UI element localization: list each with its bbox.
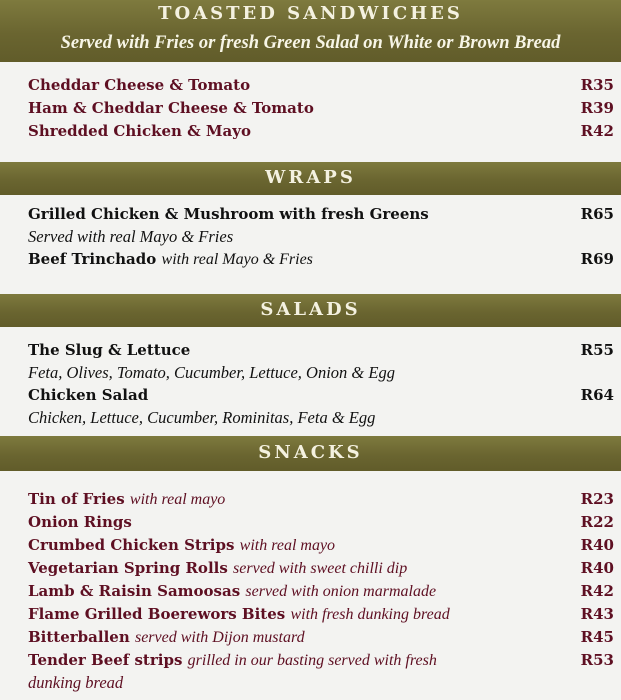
snacks-section: [0, 488, 621, 694]
item-name: Ham & Cheddar Cheese & Tomato: [28, 99, 314, 117]
menu-item: [0, 203, 621, 226]
item-name-wrap: [28, 603, 450, 626]
item-name: Tin of Fries: [28, 490, 125, 508]
wraps-header: [0, 162, 621, 195]
menu-item: [0, 557, 621, 580]
item-name: Chicken Salad: [28, 386, 149, 404]
item-name: Flame Grilled Boerewors Bites: [28, 605, 286, 623]
item-price: R23: [580, 490, 614, 508]
item-name-wrap: [28, 248, 313, 271]
item-name-wrap: [28, 534, 335, 557]
menu-item: [0, 120, 621, 143]
item-name: Beef Trinchado: [28, 250, 157, 268]
item-price: R53: [580, 651, 614, 669]
item-price: R40: [580, 559, 614, 577]
item-price: R64: [580, 386, 614, 404]
item-note: with fresh dunking bread: [290, 606, 450, 623]
item-price: R45: [580, 628, 614, 646]
item-note: served with onion marmalade: [245, 583, 437, 600]
item-name-wrap: [28, 626, 305, 649]
menu-item: [0, 603, 621, 626]
menu-item: [0, 384, 621, 407]
item-name: Bitterballen: [28, 628, 130, 646]
item-note: served with Dijon mustard: [134, 629, 305, 646]
menu-item: [0, 534, 621, 557]
item-name-wrap: [28, 580, 436, 603]
item-price: R42: [580, 582, 614, 600]
item-name: Lamb & Raisin Samoosas: [28, 582, 241, 600]
item-price: R43: [580, 605, 614, 623]
toasted-title: TOASTED SANDWICHES: [158, 3, 463, 24]
item-name-wrap: [28, 557, 407, 580]
wraps-section: [0, 203, 621, 271]
item-price: R69: [580, 250, 614, 268]
item-price: R65: [580, 205, 614, 223]
snacks-header: [0, 436, 621, 471]
menu-item: [0, 626, 621, 649]
item-description: Chicken, Lettuce, Cucumber, Rominitas, Feta & Egg: [28, 408, 376, 427]
item-price: R22: [580, 513, 614, 531]
item-name: Grilled Chicken & Mushroom with fresh Greens: [28, 205, 429, 223]
wraps-title: WRAPS: [265, 167, 356, 188]
salads-section: [0, 339, 621, 429]
item-note: with real mayo: [239, 537, 336, 554]
menu-item: [0, 488, 621, 511]
snacks-title: SNACKS: [258, 442, 363, 463]
toasted-section: [0, 74, 621, 143]
item-name: The Slug & Lettuce: [28, 341, 191, 359]
item-name: Vegetarian Spring Rolls: [28, 559, 228, 577]
item-description: Served with real Mayo & Fries: [28, 227, 234, 246]
menu-item: [0, 580, 621, 603]
item-note: with real mayo: [129, 491, 226, 508]
menu-item: [0, 248, 621, 271]
toasted-header: [0, 0, 621, 62]
salads-title: SALADS: [260, 299, 361, 320]
menu-item: [0, 97, 621, 120]
item-description: Feta, Olives, Tomato, Cucumber, Lettuce, Onion & Egg: [28, 363, 395, 382]
item-name: Tender Beef strips: [28, 651, 183, 669]
item-name: Crumbed Chicken Strips: [28, 536, 235, 554]
item-name: Onion Rings: [28, 513, 132, 531]
item-note: served with sweet chilli dip: [233, 560, 408, 577]
item-price: R40: [580, 536, 614, 554]
item-note: grilled in our basting served with fresh: [187, 652, 437, 669]
item-name-wrap: [28, 488, 225, 511]
menu-item: [0, 74, 621, 97]
item-price: R42: [580, 122, 614, 140]
menu-item: [0, 339, 621, 362]
item-price: R39: [580, 99, 614, 117]
item-name: Cheddar Cheese & Tomato: [28, 76, 251, 94]
item-note: with real Mayo & Fries: [161, 251, 313, 268]
item-name-wrap: [28, 511, 132, 534]
item-name: Shredded Chicken & Mayo: [28, 122, 251, 140]
salads-header: [0, 294, 621, 327]
item-price: R55: [580, 341, 614, 359]
menu-item: [0, 649, 621, 672]
toasted-subtitle: Served with Fries or fresh Green Salad on White or Brown Bread: [60, 33, 561, 53]
item-description: dunking bread: [28, 673, 124, 692]
menu-item: [0, 511, 621, 534]
item-price: R35: [580, 76, 614, 94]
item-name-wrap: [28, 649, 437, 672]
